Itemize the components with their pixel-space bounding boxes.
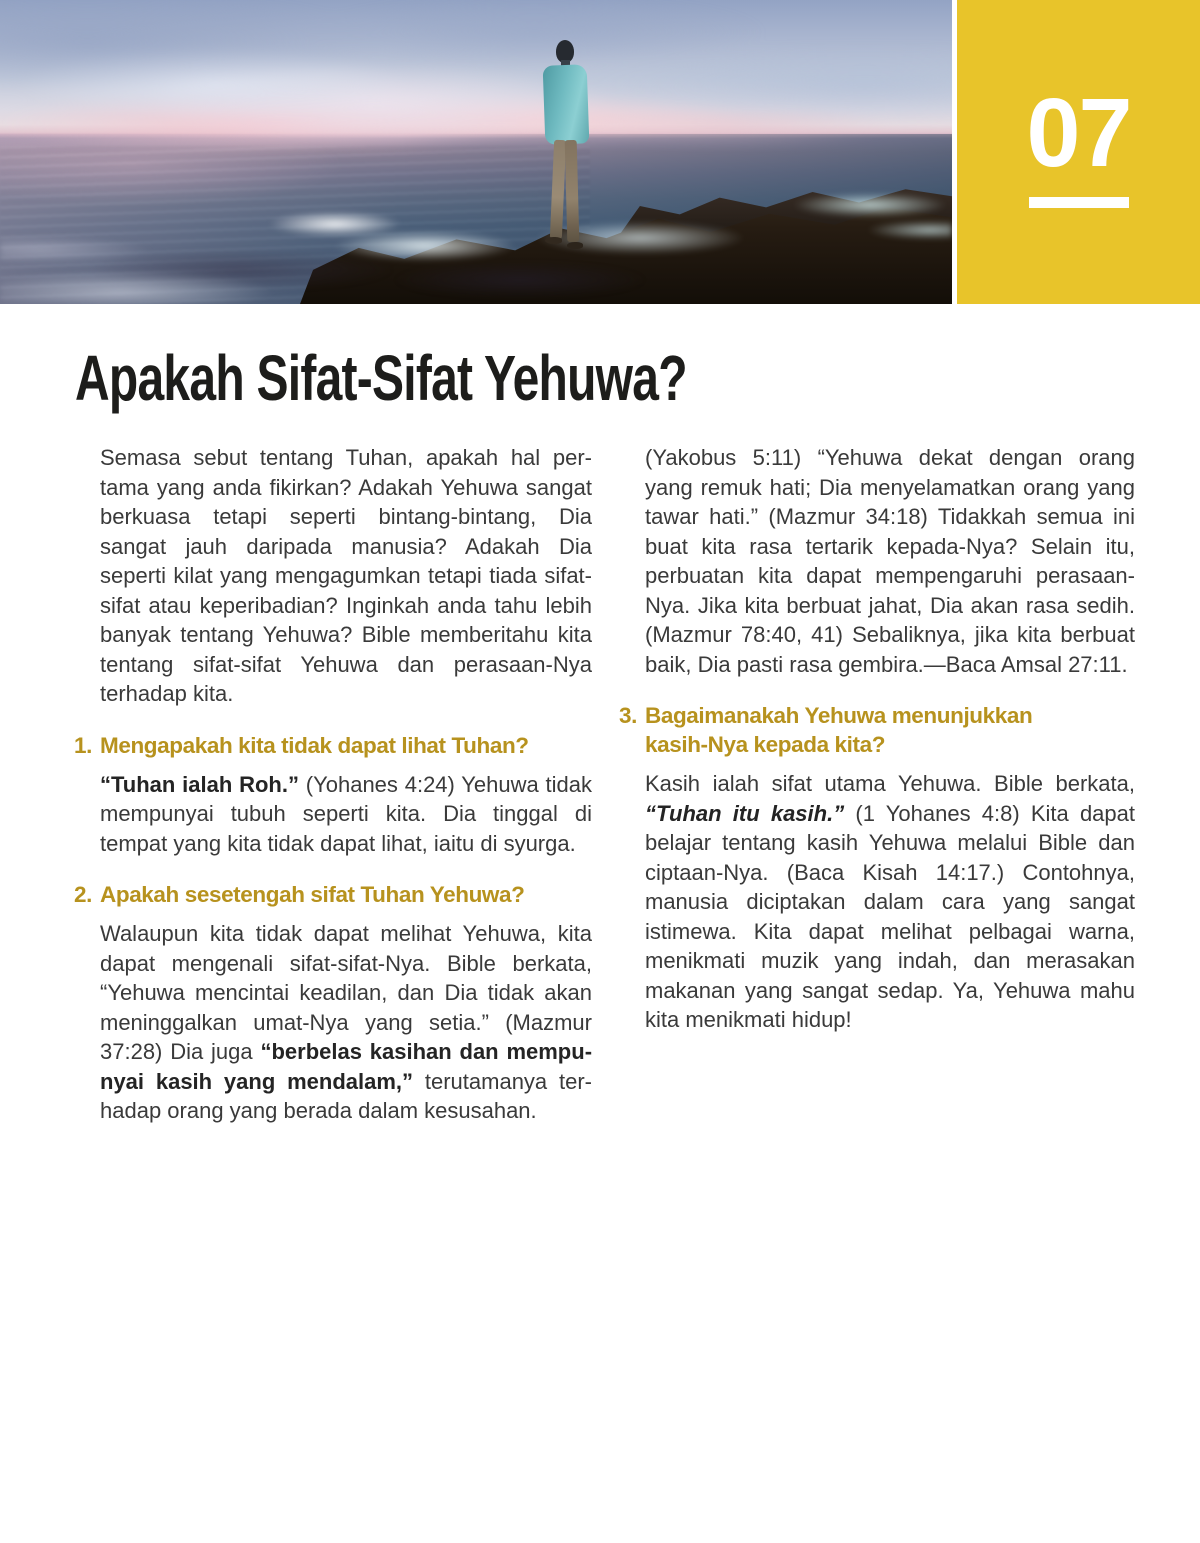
question-2-number: 2. [74, 882, 92, 907]
question-2-paragraph: Walaupun kita tidak dapat melihat Yehuwa, kita dapat mengenali sifat-sifat-Nya. Bible berkata, “Yehuwa mencintai keadilan, dan Dia tidak akan meninggalkan umat-Nya yang setia.” (Mazmur 37:28) Dia juga “berbelas kasihan dan mempunyai kasih yang mendalam,” terutamanya terhadap orang yang berada dalam kesusahan. [100, 921, 593, 1123]
question-3-paragraph: Kasih ialah sifat utama Yehuwa. Bible berkata, “Tuhan itu kasih.” (1 Yohanes 4:8) Kita dapat belajar tentang kasih Yehuwa melalui Bible dan ciptaan-Nya. (Baca Kisah 14:17.) Contohnya, manusia diciptakan dalam cara yang sangat istimewa. Kita dapat melihat pelbagai warna, menikmati muzik yang indah, dan merasakan makanan yang sangat sedap. Ya, Yehuwa mahu kita menikmati hidup! [645, 771, 1136, 1032]
question-1-paragraph: “Tuhan ialah Roh.” (Yohanes 4:24) Yehuwa tidak mempunyai tubuh seperti kita. Dia tinggal di tempat yang kita tidak dapat lihat, iaitu di syurga. [100, 771, 593, 856]
page-title: Apakah Sifat-Sifat Yehuwa? [75, 342, 687, 414]
person-foot [567, 242, 583, 249]
question-2-paragraph-continued: (Yakobus 5:11) “Yehuwa dekat dengan orang yang remuk hati; Dia menyelamatkan orang yang tawar hati.” (Mazmur 34:18) Tidakkah semua ini buat kita rasa tertarik kepada-Nya? Selain itu, perbuatan kita dapat mempengaruhi perasaan-Nya. Jika kita berbuat jahat, Dia akan rasa sedih. (Mazmur 78:40, 41) Sebaliknya, jika kita berbuat baik, Dia pasti rasa gembira.—Baca Amsal 27:11. [645, 445, 1135, 677]
question-2-heading [74, 880, 592, 909]
right-column [619, 443, 1136, 1035]
question-3-number: 3. [619, 703, 637, 728]
person-shirt [543, 64, 590, 144]
intro-paragraph: Semasa sebut tentang Tuhan, apakah hal pertama yang anda fikirkan? Adakah Yehuwa sangat berkuasa tetapi seperti bintang-bintang, Dia sangat jauh daripada manusia? Adakah Dia seperti kilat yang mengagumkan tetapi tiada sifat-sifat atau keperibadian? Inginkah anda tahu lebih banyak tentang Yehuwa? Bible memberitahu kita tentang sifat-sifat Yehuwa dan perasaan-Nya terhadap kita. [100, 445, 592, 706]
lesson-number: 07 [1026, 78, 1131, 187]
question-1-heading-text: Mengapakah kita tidak dapat lihat Tuhan? [100, 732, 529, 758]
wave-foam [0, 0, 952, 304]
question-1-heading [74, 731, 592, 760]
standing-person-figure [538, 40, 594, 252]
lesson-number-badge [957, 0, 1200, 304]
person-leg [550, 140, 566, 239]
hero-photo [0, 0, 952, 304]
question-2-heading-text: Apakah sesetengah sifat Tuhan Yehuwa? [100, 882, 525, 907]
lesson-number-underline [1029, 197, 1129, 208]
person-foot [545, 237, 562, 244]
left-column [74, 443, 593, 1126]
question-1-number: 1. [74, 732, 92, 758]
question-3-heading-text: Bagaimanakah Yehuwa menunjukkan kasih-Nya kepada kita? [645, 703, 1033, 757]
person-leg [565, 140, 580, 242]
question-3-heading [619, 701, 1077, 759]
